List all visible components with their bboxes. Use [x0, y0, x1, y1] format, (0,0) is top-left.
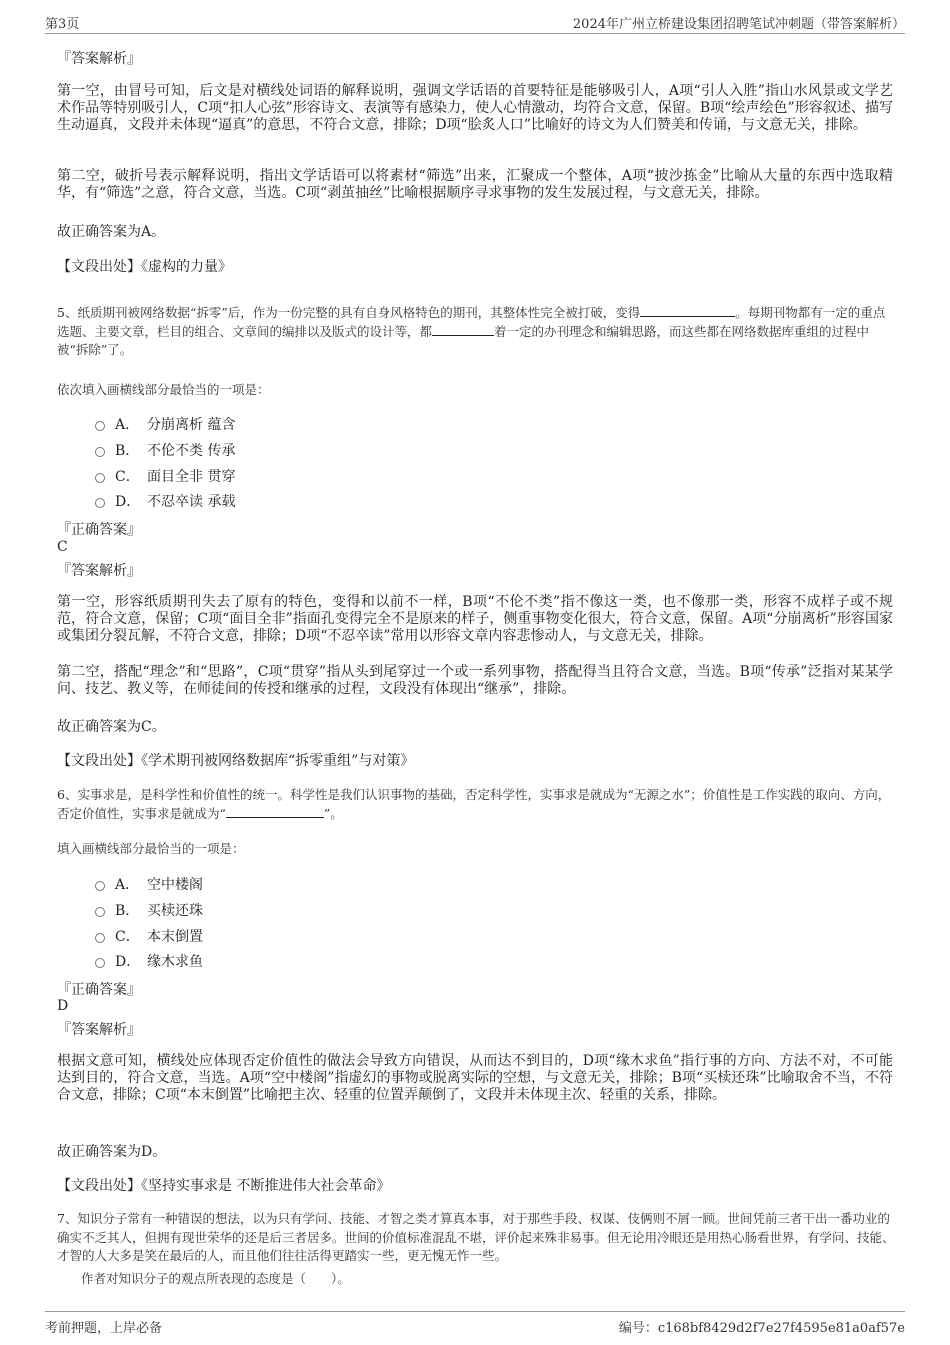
q5-analysis-p1: 第一空，形容纸质期刊失去了原有的特色，变得和以前不一样，B项“不伦不类”指不像这一类，也不像那一类，形容不成样子或不规范，符合文意，保留；C项“面目全非”指面孔变得完全不是原来的样子，侧重事物变化很大，符合文意，保留。A项“分崩离析”形容国家或集团分裂瓦解，不符合文意，排除；D项“不忍卒读”常用以形容文章内容悲惨动人，与文意无关，排除。	[57, 594, 893, 644]
option-letter: D．	[115, 494, 141, 510]
radio-icon[interactable]	[95, 421, 105, 431]
radio-icon[interactable]	[95, 933, 105, 943]
q5-option-d[interactable]	[95, 491, 235, 511]
page-header	[45, 10, 905, 34]
radio-icon[interactable]	[95, 447, 105, 457]
q5-stem	[57, 304, 897, 360]
option-text: 不伦不类 传承	[147, 443, 236, 459]
radio-icon[interactable]	[95, 881, 105, 891]
q6-answer: D	[57, 998, 69, 1014]
q5-stem-part-b: 。每期刊物都有一定的重点选题、主要文章，栏目的组合、文章间的编排以及版式的设计等，都	[57, 305, 886, 339]
page-number: 第3页	[45, 17, 80, 32]
option-text: 分崩离析 蕴含	[147, 417, 236, 433]
option-letter: B．	[115, 443, 140, 459]
option-text: 缘木求鱼	[147, 954, 203, 970]
option-text: 不忍卒读 承载	[147, 494, 236, 510]
q5-stem-part-c: 着一定的办刊理念和编辑思路，而这些都在网络数据库重组的过程中被“拆除”了。	[57, 323, 870, 357]
q6-source: 【文段出处】《坚持实事求是 不断推进伟大社会革命》	[57, 1178, 391, 1194]
q4-analysis-p2: 第二空，破折号表示解释说明，指出文学话语可以将素材“筛选”出来，汇聚成一个整体，A项“披沙拣金”比喻从大量的东西中选取精华，有“筛选”之意，符合文意，当选。C项“剥茧抽丝”比喻根据顺序寻求事物的发生发展过程，与文意无关，排除。	[57, 168, 893, 201]
option-letter: B．	[115, 903, 140, 919]
q7-stem: 7、知识分子常有一种错误的想法，以为只有学问、技能、才智之类才算真本事，对于那些手段、权谋、伎俩则不屑一顾。世间凭前三者干出一番功业的确实不乏其人，但拥有现世荣华的还是后三者居多。世间的价值标准混乱不堪，评价起来殊非易事。但无论用冷眼还是用热心肠看世界，有学问、技能、才智的人大多是笑在最后的人，而且他们往往活得更踏实一些，更无愧无怍一些。	[57, 1211, 895, 1263]
footer-slogan: 考前押题，上岸必备	[45, 1321, 163, 1336]
q5-analysis-p2: 第二空，搭配“理念”和“思路”，C项“贯穿”指从头到尾穿过一个或一系列事物，搭配得当且符合文意，当选。B项“传承”泛指对某某学问、技艺、教义等，在师徒间的传授和继承的过程，文段没有体现出“继承”，排除。	[57, 664, 893, 697]
q6-prompt: 填入画横线部分最恰当的一项是：	[57, 841, 245, 856]
option-letter: A．	[115, 877, 140, 893]
option-letter: A．	[115, 417, 140, 433]
q4-analysis-p1: 第一空，由冒号可知，后文是对横线处词语的解释说明，强调文学话语的首要特征是能够吸引人，A项“引人入胜”指山水风景或文学艺术作品等特别吸引人，C项“扣人心弦”形容诗文、表演等有感染力，使人心情激动，均符合文意，保留。B项“绘声绘色”形容叙述、描写生动逼真，文段并未体现“逼真”的意思，不符合文意，排除；D项“脍炙人口”比喻好的诗文为人们赞美和传诵，与文意无关，排除。	[57, 83, 893, 133]
q4-source: 【文段出处】《虚构的力量》	[57, 259, 232, 275]
q6-stem	[57, 786, 897, 823]
q6-option-b[interactable]	[95, 900, 203, 920]
q6-option-a[interactable]	[95, 874, 203, 894]
q5-blank-2	[432, 324, 494, 336]
q5-source: 【文段出处】《学术期刊被网络数据库“拆零重组”与对策》	[57, 753, 415, 769]
q5-conclusion: 故正确答案为C。	[57, 719, 166, 735]
page-footer	[45, 1311, 905, 1335]
radio-icon[interactable]	[95, 473, 105, 483]
radio-icon[interactable]	[95, 958, 105, 968]
option-text: 本末倒置	[147, 929, 203, 945]
q7-question	[57, 1270, 897, 1289]
q5-option-b[interactable]	[95, 440, 235, 460]
q6-stem-part-b: ”。	[323, 805, 343, 821]
q4-conclusion: 故正确答案为A。	[57, 224, 166, 240]
option-letter: D．	[115, 954, 141, 970]
radio-icon[interactable]	[95, 907, 105, 917]
q5-stem-part-a: 5、纸质期刊被网络数据“拆零”后，作为一份完整的具有自身风格特色的期刊，其整体性完全被打破，变得	[57, 305, 641, 320]
q5-analysis-tag: 『答案解析』	[57, 563, 141, 579]
q6-blank	[226, 806, 324, 818]
option-text: 面目全非 贯穿	[147, 469, 236, 485]
document-code: 编号：c168bf8429d2f7e27f4595e81a0af57e	[618, 1321, 905, 1336]
q6-answer-tag: 『正确答案』	[57, 982, 141, 998]
q5-answer: C	[57, 539, 68, 555]
q5-answer-tag: 『正确答案』	[57, 522, 141, 538]
q6-conclusion: 故正确答案为D。	[57, 1144, 167, 1160]
q6-analysis-p1: 根据文意可知，横线处应体现否定价值性的做法会导致方向错误，从而达不到目的，D项“缘木求鱼”指行事的方向、方法不对，不可能达到目的，符合文意，当选。A项“空中楼阁”指虚幻的事物或脱离实际的空想，与文意无关，排除；B项“买椟还珠”比喻取舍不当，不符合文意，排除；C项“本末倒置”比喻把主次、轻重的位置弄颠倒了，文段并未体现主次、轻重的关系，排除。	[57, 1053, 893, 1103]
q6-analysis-tag: 『答案解析』	[57, 1022, 141, 1038]
q5-blank-1	[640, 305, 735, 317]
option-letter: C．	[115, 469, 140, 485]
document-title: 2024年广州立桥建设集团招聘笔试冲刺题（带答案解析）	[572, 17, 905, 32]
q6-stem-part-a: 6、实事求是，是科学性和价值性的统一。科学性是我们认识事物的基础，否定科学性，实事求是就成为“无源之水”；价值性是工作实践的取向、方向，否定价值性，实事求是就成为“	[57, 787, 891, 821]
q7-question-text: 作者对知识分子的观点所表现的态度是（ ）。	[81, 1271, 350, 1286]
q6-option-c[interactable]	[95, 926, 203, 946]
option-letter: C．	[115, 929, 140, 945]
q4-analysis-tag: 『答案解析』	[57, 51, 141, 67]
option-text: 买椟还珠	[147, 903, 203, 919]
q5-prompt: 依次填入画横线部分最恰当的一项是：	[57, 382, 270, 397]
q5-option-a[interactable]	[95, 414, 235, 434]
q5-option-c[interactable]	[95, 466, 235, 486]
radio-icon[interactable]	[95, 498, 105, 508]
q6-option-d[interactable]	[95, 951, 203, 971]
option-text: 空中楼阁	[147, 877, 203, 893]
